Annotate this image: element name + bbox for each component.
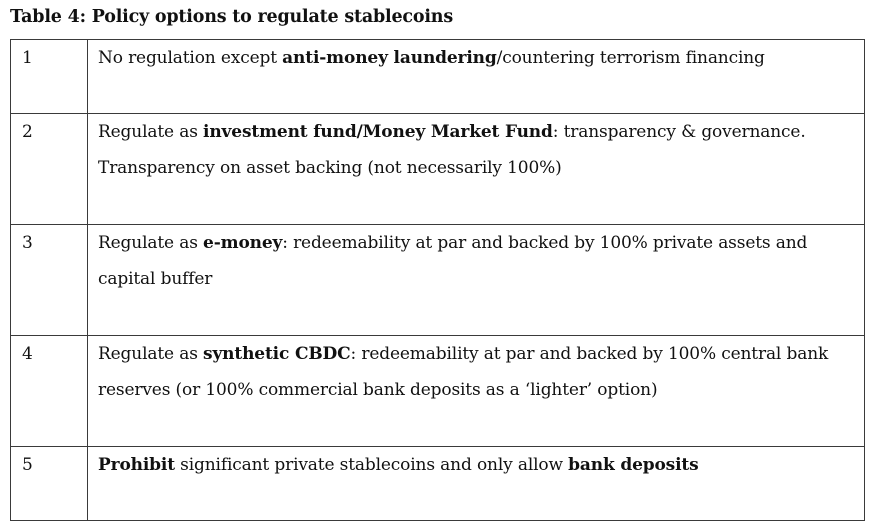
row-number: 3 [11, 225, 88, 336]
row-text: Regulate as [98, 122, 204, 142]
row-text: No regulation except [98, 48, 283, 68]
row-description [88, 40, 865, 114]
row-text: Regulate as [98, 344, 204, 364]
policy-options-table [10, 39, 865, 521]
row-text: Regulate as [98, 233, 204, 253]
row-text: : redeemability at par and backed by 100% private assets and capital buffer [98, 233, 808, 289]
row-text: significant private stablecoins and only allow [174, 455, 569, 475]
row-number: 1 [11, 40, 88, 114]
row-number: 4 [11, 336, 88, 447]
row-description [88, 447, 865, 521]
row-emphasis: Prohibit [98, 455, 175, 475]
row-description [88, 336, 865, 447]
row-emphasis: synthetic CBDC [203, 344, 351, 364]
row-emphasis: e-money [203, 233, 283, 253]
table-row [11, 40, 865, 114]
row-description [88, 225, 865, 336]
row-text: : transparency & governance. Transparency on asset backing (not necessarily 100%) [98, 122, 806, 178]
row-emphasis: bank deposits [568, 455, 699, 475]
table-row [11, 447, 865, 521]
row-number: 5 [11, 447, 88, 521]
row-emphasis: investment fund/Money Market Fund [203, 122, 553, 142]
table-row [11, 336, 865, 447]
table-row [11, 114, 865, 225]
row-text: /countering terrorism financing [496, 48, 765, 68]
row-text: : redeemability at par and backed by 100% central bank reserves (or 100% commercial bank deposits as a ‘lighter’ option) [98, 344, 829, 400]
table-caption: Table 4: Policy options to regulate stablecoins [10, 7, 453, 27]
row-description [88, 114, 865, 225]
table-row [11, 225, 865, 336]
row-emphasis: anti-money laundering [282, 48, 497, 68]
row-number: 2 [11, 114, 88, 225]
